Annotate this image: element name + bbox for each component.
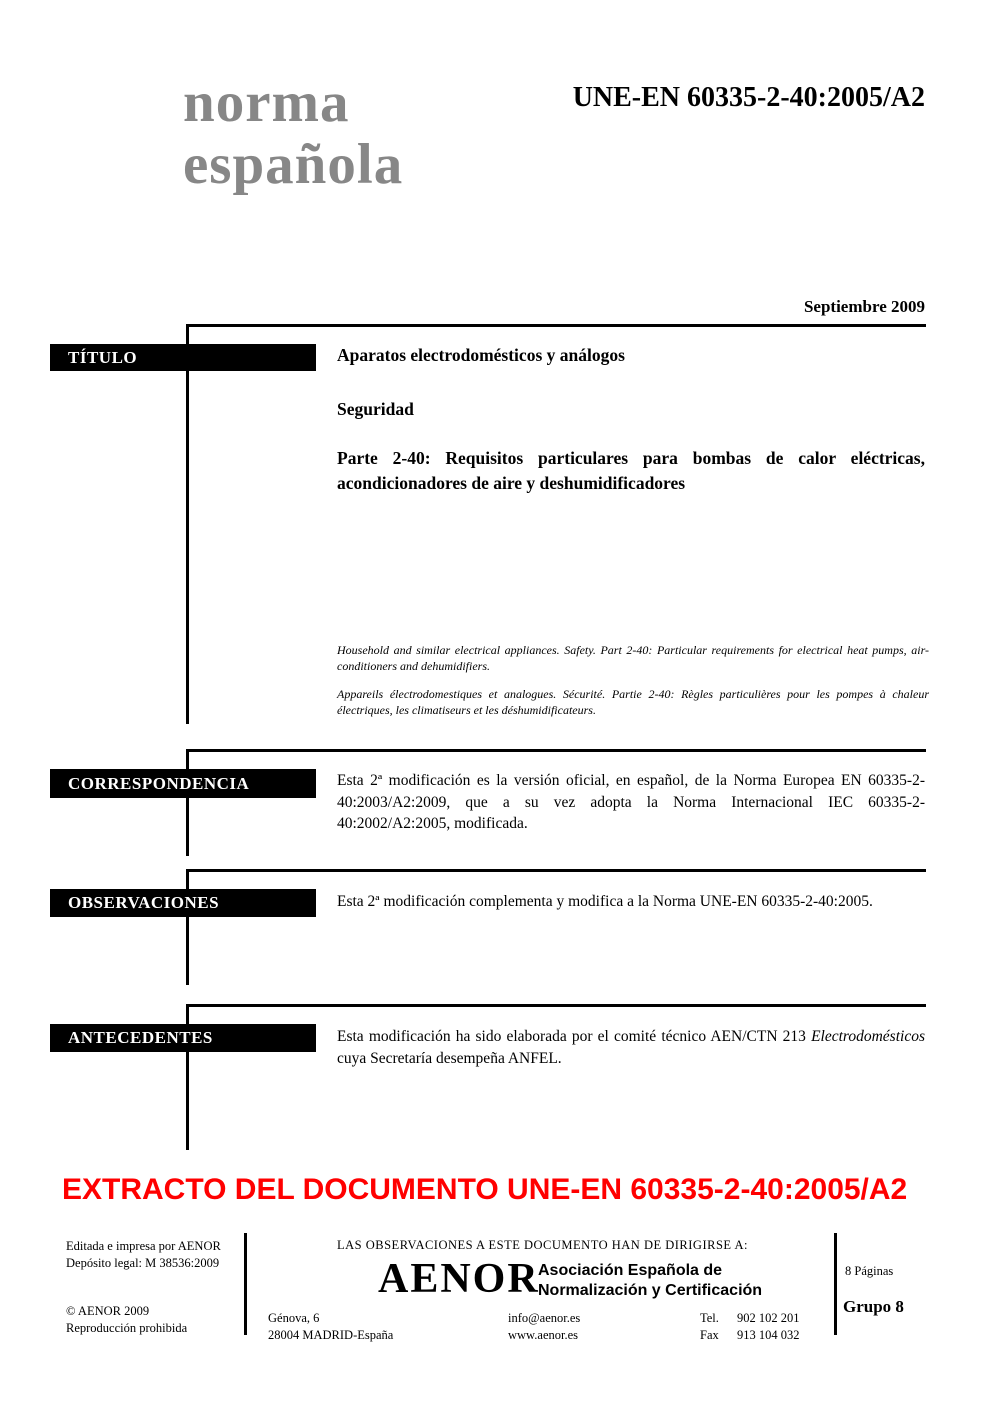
org-name-line2: Normalización y Certificación xyxy=(538,1281,763,1299)
tel-label: Tel. xyxy=(700,1311,719,1325)
address-line2: 28004 MADRID-España xyxy=(268,1328,394,1342)
observaciones-top-rule xyxy=(186,869,926,872)
antecedentes-label-text: ANTECEDENTES xyxy=(68,1028,213,1047)
correspondencia-label xyxy=(50,769,316,798)
fax-number: 913 104 032 xyxy=(737,1328,800,1342)
antecedentes-text-before: Esta modificación ha sido elaborada por el comité técnico AEN/CTN 213 xyxy=(337,1028,812,1045)
footer-observations-note: LAS OBSERVACIONES A ESTE DOCUMENTO HAN DE DIRIGIRSE A: xyxy=(337,1238,748,1252)
title-line3: Parte 2-40: Requisitos particulares para bombas de calor eléctricas, acondicionadores de aire y deshumidificadores xyxy=(337,448,925,493)
title-french: Appareils électrodomestiques et analogues. Sécurité. Partie 2-40: Règles particulières pour les pompes à chaleur électriques, les climatiseurs et les déshumidificateurs. xyxy=(337,687,929,717)
title-line2: Seguridad xyxy=(337,399,414,419)
footer-published-by: Editada e impresa por AENOR xyxy=(66,1239,221,1253)
observaciones-label-text: OBSERVACIONES xyxy=(68,893,220,912)
footer-contact-web xyxy=(508,1310,580,1344)
aenor-org-name xyxy=(538,1261,762,1300)
footer-phone-numbers xyxy=(737,1310,800,1344)
title-english: Household and similar electrical appliances. Safety. Part 2-40: Particular requirements for electrical heat pumps, air-conditioners and dehumidifiers. xyxy=(337,643,929,673)
footer-phone-labels xyxy=(700,1310,719,1344)
correspondencia-vertical-rule xyxy=(186,749,189,856)
antecedentes-text-italic: Electrodomésticos xyxy=(811,1028,925,1045)
aenor-logo: AENOR xyxy=(378,1256,540,1302)
extract-banner: EXTRACTO DEL DOCUMENTO UNE-EN 60335-2-40:2005/A2 xyxy=(62,1173,908,1206)
footer-address xyxy=(268,1310,393,1344)
observaciones-label xyxy=(50,889,316,917)
titulo-label xyxy=(50,344,316,371)
correspondencia-label-text: CORRESPONDENCIA xyxy=(68,773,250,793)
brand-line1: norma xyxy=(183,71,350,134)
publication-date: Septiembre 2009 xyxy=(803,297,925,316)
observaciones-vertical-rule xyxy=(186,869,189,985)
footer-website[interactable]: www.aenor.es xyxy=(508,1328,579,1342)
title-line1: Aparatos electrodomésticos y análogos xyxy=(337,345,625,365)
antecedentes-top-rule xyxy=(186,1004,926,1007)
correspondencia-text: Esta 2ª modificación es la versión oficial, en español, de la Norma Europea EN 60335-2-40:2003/A2:2009, que a su vez adopta la Norma Internacional IEC 60335-2-40:2002/A2:2005, modificada. xyxy=(337,772,925,832)
correspondencia-top-rule xyxy=(186,749,926,752)
footer-copyright-block xyxy=(66,1303,187,1337)
footer-legal-deposit: Depósito legal: M 38536:2009 xyxy=(66,1256,220,1270)
antecedentes-label xyxy=(50,1024,316,1052)
titulo-vertical-rule xyxy=(186,324,189,724)
observaciones-text: Esta 2ª modificación complementa y modifica a la Norma UNE-EN 60335-2-40:2005. xyxy=(337,893,873,910)
footer-copyright: © AENOR 2009 xyxy=(66,1304,150,1318)
org-name-line1: Asociación Española de xyxy=(538,1262,723,1279)
brand-line2: española xyxy=(183,133,404,196)
address-line1: Génova, 6 xyxy=(268,1311,320,1325)
footer-divider-left xyxy=(244,1233,247,1335)
antecedentes-text xyxy=(337,1026,925,1070)
titulo-label-text: TÍTULO xyxy=(68,347,138,367)
document-code: UNE-EN 60335-2-40:2005/A2 xyxy=(572,82,925,113)
footer-reproduction: Reproducción prohibida xyxy=(66,1321,188,1335)
brand-logo xyxy=(183,72,403,196)
antecedentes-text-after: cuya Secretaría desempeña ANFEL. xyxy=(337,1050,562,1067)
footer-pages-count: 8 Páginas xyxy=(845,1264,894,1278)
footer-publisher-block xyxy=(66,1238,221,1272)
fax-label: Fax xyxy=(700,1328,719,1342)
titulo-top-rule xyxy=(186,324,926,327)
footer-email[interactable]: info@aenor.es xyxy=(508,1311,581,1325)
footer-group: Grupo 8 xyxy=(843,1297,904,1316)
tel-number: 902 102 201 xyxy=(737,1311,800,1325)
